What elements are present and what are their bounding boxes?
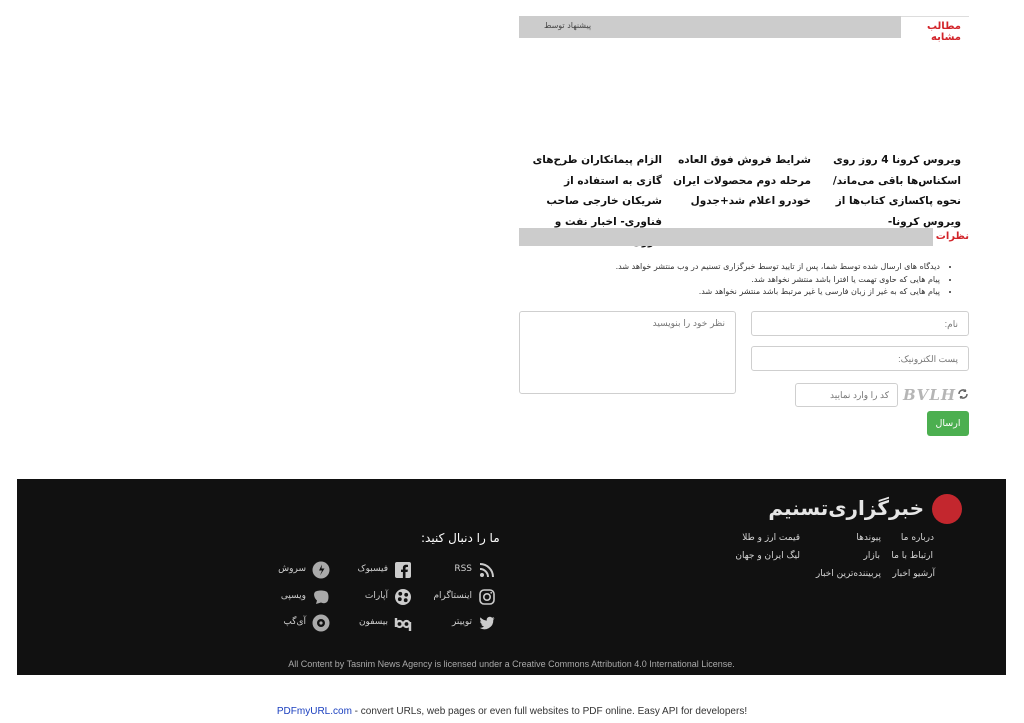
license-text[interactable]: All Content by Tasnim News Agency is licensed under a Creative Commons Attribution 4.0 International License.	[288, 659, 735, 669]
footer-link-about[interactable]: درباره ما	[900, 533, 934, 543]
social-aparat[interactable]	[342, 588, 412, 606]
related-title: مطالب مشابه	[901, 16, 969, 38]
footer-link-most-viewed[interactable]: پربیننده‌ترین اخبار	[815, 569, 881, 579]
soroush-icon	[312, 561, 330, 579]
related-list	[519, 150, 969, 228]
soroush-label: سروش	[278, 564, 306, 574]
bisphone-icon	[394, 614, 412, 632]
twitter-label: توییتر	[451, 617, 472, 627]
social-bisphone[interactable]	[342, 614, 412, 632]
facebook-icon	[394, 561, 412, 579]
pdfmyurl-link[interactable]: PDFmyURL.com	[276, 706, 352, 717]
email-input[interactable]	[751, 346, 969, 371]
comment-rule: • پیام هایی که به غیر از زبان فارسی یا غیر مرتبط باشد منتشر نخواهد شد.	[552, 286, 940, 299]
refresh-captcha-icon[interactable]	[957, 388, 969, 400]
footer-link-currency[interactable]: قیمت ارز و طلا	[742, 533, 800, 543]
tasnim-logo-icon	[932, 494, 962, 524]
follow-us-title: ما را دنبال کنید:	[421, 531, 500, 545]
twitter-icon	[478, 614, 496, 632]
related-item[interactable]: شرایط فروش فوق العاده مرحله دوم محصولات ایران خودرو اعلام شد+جدول	[673, 154, 811, 207]
site-footer	[17, 479, 1006, 675]
aparat-icon	[394, 588, 412, 606]
bisphone-label: بیسفون	[358, 617, 388, 627]
social-rss[interactable]	[426, 561, 496, 579]
footer-link-archive[interactable]: آرشیو اخبار	[892, 569, 935, 579]
submit-comment-button[interactable]: ارسال	[927, 411, 969, 436]
pdfmyurl-banner	[0, 706, 1024, 717]
related-item[interactable]: الزام پیمانکاران طرح‌های گازی به استفاده از شریکان خارجی صاحب فناوری- اخبار نفت و	[532, 154, 662, 228]
comments-bar	[519, 228, 933, 246]
wisp-label: ویسپی	[280, 591, 306, 601]
footer-link-market[interactable]: بازار	[863, 551, 880, 561]
instagram-label: اینستاگرام	[433, 591, 472, 601]
related-item[interactable]: ویروس کرونا 4 روز روی اسکناس‌ها باقی می‌ماند/ نحوه پاکسازی کتاب‌ها از ویروس کرونا-	[832, 154, 961, 228]
logo-text: خبرگزاری‌تسنیم	[768, 496, 924, 520]
captcha-input[interactable]	[795, 383, 898, 407]
comments-section-header	[519, 228, 969, 246]
footer-link-contact[interactable]: ارتباط با ما	[891, 551, 933, 561]
rss-label: RSS	[454, 564, 472, 574]
aparat-label: آپارات	[364, 591, 388, 601]
social-soroush[interactable]	[270, 561, 330, 579]
social-twitter[interactable]	[426, 614, 496, 632]
related-suggested-bar	[519, 16, 901, 38]
social-facebook[interactable]	[342, 561, 412, 579]
footer-link-links[interactable]: پیوندها	[856, 533, 881, 543]
rss-icon	[478, 561, 496, 579]
facebook-label: فیسبوک	[357, 564, 388, 574]
social-wisp[interactable]	[270, 588, 330, 606]
suggested-by-label: پیشنهاد توسط	[544, 21, 592, 30]
igap-label: آی‌گپ	[283, 617, 306, 627]
comment-rules	[552, 261, 952, 299]
social-igap[interactable]	[270, 614, 330, 632]
footer-link-league[interactable]: لیگ ایران و جهان	[735, 551, 800, 561]
comment-rule: • دیدگاه های ارسال شده توسط شما، پس از تایید توسط خبرگزاری تسنیم در وب منتشر خواهد شد.	[552, 261, 940, 274]
name-input[interactable]	[751, 311, 969, 336]
igap-icon	[312, 614, 330, 632]
captcha-image: BVLH	[903, 386, 957, 404]
comment-textarea[interactable]	[519, 311, 736, 394]
social-instagram[interactable]	[406, 588, 496, 606]
comment-rule: • پیام هایی که حاوی تهمت یا افترا باشد منتشر نخواهد شد.	[552, 274, 940, 287]
wisp-icon	[312, 588, 330, 606]
pdfmyurl-text: - convert URLs, web pages or even full websites to PDF online. Easy API for developers!	[351, 706, 748, 717]
comments-title: نظرات	[935, 231, 969, 242]
instagram-icon	[478, 588, 496, 606]
related-section-header	[519, 16, 969, 43]
